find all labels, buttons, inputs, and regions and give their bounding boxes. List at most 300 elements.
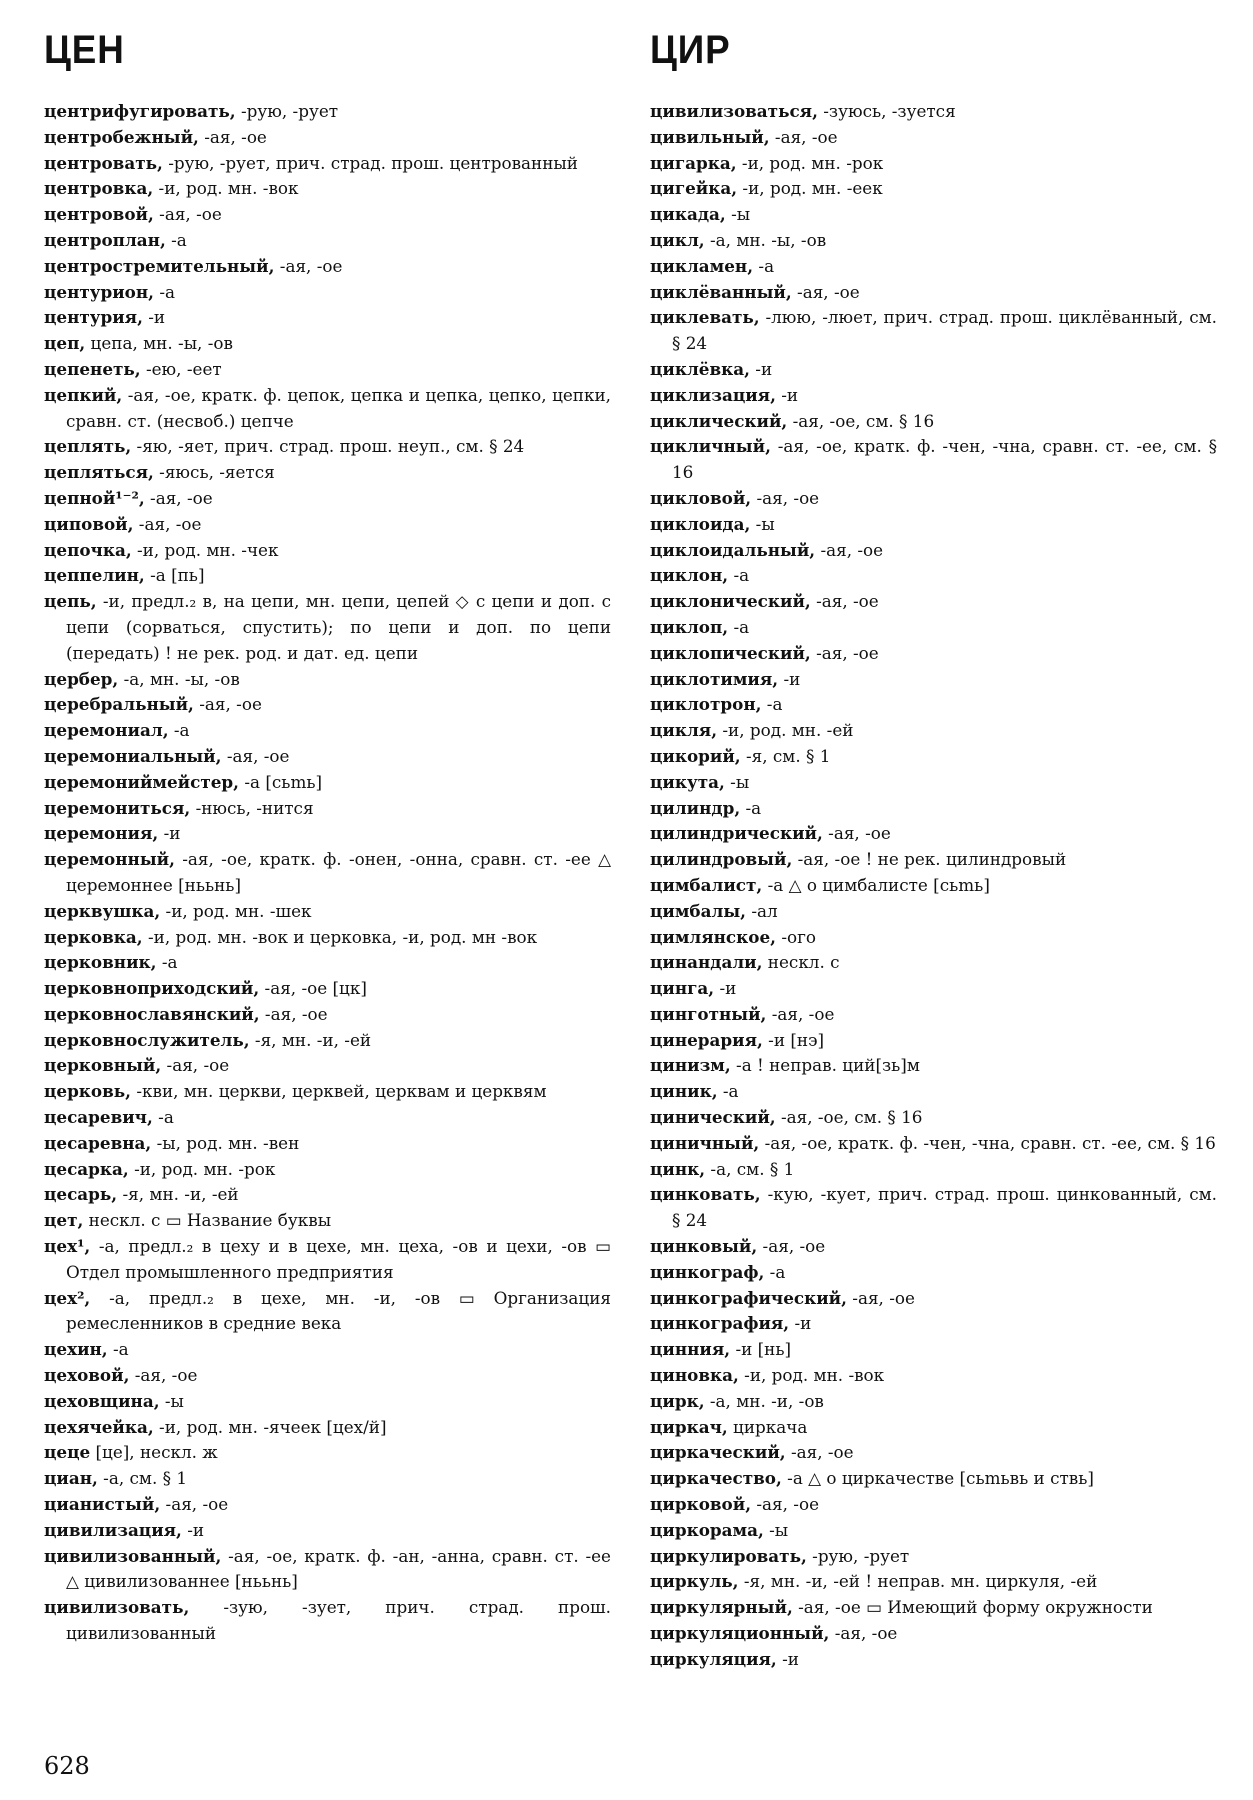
dictionary-entry [650,280,1217,306]
entry-definition: -я, мн. -и, -ей [117,1184,239,1205]
entry-definition: -и, предл.₂ в, на цепи, мн. цепи, цепей ◇ с цепи и доп. с цепи (сорваться, спустить); по цепи и доп. по цепи (передать) ! не рек. род. и дат. ед. цепи [66,591,611,663]
entry-definition: цепа, мн. -ы, -ов [85,333,233,354]
dictionary-entry [650,1466,1217,1492]
entry-definition: -ы [725,204,751,225]
dictionary-entry [44,821,611,847]
entry-definition: -ая, -ое, кратк. ф. -чен, -чна, сравн. ст. -ее, см. § 16 [672,436,1217,483]
dictionary-entry [650,99,1217,125]
entry-headword: церемониймейстер, [44,771,240,792]
entry-definition: -ая, -ое [766,1003,835,1024]
dictionary-entry [44,847,611,899]
entry-headword: церемония, [44,823,159,844]
dictionary-entry [650,1647,1217,1673]
dictionary-entry [44,486,611,512]
entry-definition: -ая, -ое, кратк. ф. -онен, -онна, сравн. ст. -ее △ церемоннее [нььнь] [66,849,611,895]
entry-definition: -ая, -ое [193,694,262,715]
entry-headword: цимбалы, [650,900,746,921]
entry-headword: цех¹, [44,1236,91,1257]
entry-headword: цилиндрический, [650,823,823,844]
entry-headword: цеплять, [44,436,132,457]
entry-definition: -а △ о цимбалисте [cьmь] [762,874,990,895]
entry-headword: церебральный, [44,694,194,715]
entry-definition: [це], нескл. ж [90,1442,218,1463]
entry-headword: циркачество, [650,1468,782,1489]
entry-definition: -рую, -рует [235,101,339,121]
entry-headword: цивилизоваться, [650,101,818,121]
entry-definition: -я, мн. -и, -ей [249,1029,372,1050]
entry-definition: -и, род. мн. -ей [717,720,854,741]
page-number: 628 [44,1752,90,1780]
entry-headword: цех², [44,1287,91,1308]
entry-headword: центроплан, [44,229,166,250]
entry-definition: -ы [763,1519,789,1540]
dictionary-entry [44,254,611,280]
entry-definition: -и [нь] [730,1339,792,1360]
dictionary-entry [650,1337,1217,1363]
entry-definition: -ая, -ое ! не рек. цилиндровый [792,849,1067,870]
dictionary-entry [650,1234,1217,1260]
entry-headword: цехин, [44,1339,108,1360]
dictionary-entry [650,434,1217,486]
entry-definition: -ая, -ое [221,745,290,766]
entry-headword: цинкографический, [650,1287,847,1308]
entry-definition: -ая, -ое [751,487,820,508]
entry-definition: -ая, -ое [259,1003,328,1024]
dictionary-entry [44,1182,611,1208]
entry-headword: цирк, [650,1390,705,1411]
dictionary-entry [650,409,1217,435]
dictionary-entry [44,176,611,202]
dictionary-entry [44,718,611,744]
entry-headword: цеп, [44,333,86,354]
entry-headword: циркач, [650,1416,728,1437]
entry-headword: центровка, [44,178,154,199]
dictionary-entry [650,615,1217,641]
dictionary-entry [650,383,1217,409]
dictionary-entry [44,925,611,951]
entry-headword: циник, [650,1081,718,1102]
entry-definition: -а [740,797,762,818]
dictionary-entry [650,1079,1217,1105]
entry-headword: цивилизованный, [44,1545,222,1566]
entry-definition: -нюсь, -нится [190,797,314,818]
entry-headword: цинния, [650,1339,731,1360]
entry-definition: -и [778,668,801,689]
entry-headword: циклический, [650,410,788,431]
entry-headword: церемониальный, [44,745,222,766]
entry-definition: нескл. с [762,952,840,973]
dictionary-entry [650,744,1217,770]
entry-definition: -ая, -ое, кратк. ф. -ан, -анна, сравн. ст. -ее △ цивилизованнее [нььнь] [66,1545,611,1592]
dictionary-entry [44,357,611,383]
entry-definition: -и, род. мн. -рок [736,152,884,173]
entry-definition: -а, мн. -и, -ов [704,1390,824,1411]
entry-definition: -яю, -яет, прич. страд. прош. неуп., см. § 24 [131,436,525,457]
dictionary-entry [44,1131,611,1157]
dictionary-entry [44,589,611,666]
entry-headword: циклон, [650,565,729,586]
entry-headword: цинерария, [650,1029,763,1050]
entry-definition: -и [749,358,773,379]
entry-headword: цивилизовать, [44,1597,190,1618]
dictionary-entry [44,692,611,718]
entry-definition: -ая, -ое [цк] [259,978,367,999]
entry-headword: цербер, [44,668,119,689]
entry-headword: цинкография, [650,1313,790,1334]
entry-definition: -ая, -ое, см. § 16 [775,1107,923,1128]
entry-definition: -а [761,694,783,715]
entry-headword: цеховщина, [44,1390,160,1411]
dictionary-entry [44,99,611,125]
dictionary-entry [44,950,611,976]
entry-definition: -ая, -ое, кратк. ф. -чен, -чна, сравн. ст. -ее, см. § 16 [759,1132,1216,1153]
dictionary-entry [650,1595,1217,1621]
entry-definition: -зую, -зует, прич. страд. прош. цивилизованный [66,1597,611,1644]
dictionary-entry [44,228,611,254]
entry-headword: циркулярный, [650,1597,793,1618]
dictionary-entry [650,1157,1217,1183]
entry-headword: цеховой, [44,1365,130,1386]
entry-headword: цикламен, [650,255,754,276]
entry-headword: цет, [44,1210,84,1231]
dictionary-entry [650,1260,1217,1286]
entry-headword: цикловой, [650,487,752,508]
entry-definition: -и [181,1519,205,1540]
entry-definition: -ая, -ое [757,1236,826,1257]
dictionary-entry [44,1492,611,1518]
dictionary-entry [44,383,611,435]
dictionary-entry [650,770,1217,796]
entry-headword: циклоида, [650,513,751,534]
dictionary-entry [650,1621,1217,1647]
dictionary-entry [44,563,611,589]
dictionary-entry [44,1286,611,1338]
entry-headword: цивильный, [650,126,770,147]
entry-definition: -и, род. мн. -чек [131,539,279,560]
entry-definition: -кви, мн. церкви, церквей, церквам и церквям [131,1081,547,1102]
dictionary-entry [650,873,1217,899]
entry-headword: цинандали, [650,952,763,973]
entry-definition: -ая, -ое [751,1494,820,1515]
dictionary-entry [44,1466,611,1492]
entry-headword: цеппелин, [44,565,145,586]
dictionary-entry [650,305,1217,357]
dictionary-entry [650,667,1217,693]
entry-definition: -а [764,1261,786,1282]
entry-headword: цинга, [650,978,715,999]
dictionary-entry [650,1002,1217,1028]
dictionary-entry [650,1544,1217,1570]
dictionary-entry [650,821,1217,847]
entry-definition: -зуюсь, -зуется [817,101,956,121]
dictionary-entry [44,1053,611,1079]
entry-headword: церковка, [44,926,143,947]
entry-headword: циан, [44,1468,98,1489]
entry-headword: цесаревич, [44,1107,153,1128]
dictionary-entry [44,1389,611,1415]
entry-definition: -и [714,978,737,999]
entry-headword: церемонный, [44,849,175,870]
entry-definition: -ая, -ое [810,591,879,612]
dictionary-entry [44,1208,611,1234]
entry-definition: -ая, -ое [160,1494,229,1515]
entry-headword: цикада, [650,204,726,225]
entry-definition: -ы [724,771,750,792]
dictionary-entry [44,1595,611,1647]
entry-definition: -ого [775,926,816,947]
entry-headword: цинковать, [650,1184,761,1205]
dictionary-entry [44,796,611,822]
entry-headword: цикличный, [650,436,771,457]
entry-definition: -и, род. мн. -вок [738,1365,885,1386]
entry-headword: центровать, [44,152,163,173]
entry-headword: циповой, [44,513,134,534]
dictionary-entry [650,1105,1217,1131]
entry-headword: цинк, [650,1158,706,1179]
entry-headword: цепкий, [44,384,123,405]
entry-definition: -а [728,616,750,637]
entry-definition: -ая, -ое [274,255,343,276]
entry-headword: церемониал, [44,720,169,741]
dictionary-entry [650,254,1217,280]
dictionary-entry [44,1363,611,1389]
entry-definition: -ая, -ое, см. § 16 [787,410,935,431]
entry-definition: -а [156,952,178,973]
entry-definition: -ая, -ое [133,513,202,534]
entry-definition: -а [165,229,187,250]
entry-headword: циклотрон, [650,694,762,715]
dictionary-entry [650,1518,1217,1544]
entry-headword: цирковой, [650,1494,752,1515]
entry-headword: цепной¹⁻², [44,487,145,508]
dictionary-entry [650,1492,1217,1518]
entry-definition: -кую, -кует, прич. страд. прош. цинкованный, см. § 24 [672,1184,1217,1231]
entry-headword: цесаревна, [44,1132,152,1153]
entry-headword: циркуляционный, [650,1623,830,1644]
entry-headword: цинковый, [650,1236,758,1257]
entry-headword: церковник, [44,952,157,973]
dictionary-entry [650,357,1217,383]
entry-definition: -и, род. мн. -рок [128,1158,276,1179]
entry-definition: -и [789,1313,812,1334]
dictionary-entry [650,538,1217,564]
entry-headword: циркуль, [650,1571,739,1592]
entry-definition: -а ! неправ. ций[зь]м [730,1055,920,1076]
dictionary-entry [44,460,611,486]
left-column [44,99,611,1647]
dictionary-entry [650,1311,1217,1337]
entry-headword: цивилизация, [44,1519,182,1540]
dictionary-entry [44,1028,611,1054]
entry-definition: -и [776,1648,799,1669]
entry-headword: цикорий, [650,745,741,766]
entry-definition: -ая, -ое [791,281,860,302]
entry-headword: цилиндровый, [650,849,793,870]
entry-headword: циничный, [650,1132,760,1153]
entry-headword: цепь, [44,591,97,612]
entry-headword: циклёванный, [650,281,792,302]
dictionary-entry [650,641,1217,667]
entry-headword: церемониться, [44,797,191,818]
entry-headword: циклонический, [650,591,811,612]
entry-definition: -рую, -рует, прич. страд. прош. центрованный [162,152,578,173]
dictionary-entry [650,151,1217,177]
entry-definition: -а [152,1107,174,1128]
entry-definition: -ая, -ое, кратк. ф. цепок, цепка и цепка, цепко, цепки, сравн. ст. (несвоб.) цепче [66,384,611,431]
entry-definition: -а, мн. -ы, -ов [118,668,240,689]
entry-definition: -ая, -ое [161,1055,230,1076]
dictionary-entry [650,1569,1217,1595]
entry-definition: -ы, род. мн. -вен [151,1132,300,1153]
dictionary-entry [650,1131,1217,1157]
entry-definition: -ал [745,900,778,921]
dictionary-entry [44,280,611,306]
entry-headword: цинготный, [650,1003,767,1024]
dictionary-entry [650,202,1217,228]
entry-definition: -и, род. мн. -вок и церковка, -и, род. мн -вок [142,926,538,947]
entry-headword: церковный, [44,1055,162,1076]
entry-headword: цигейка, [650,178,738,199]
dictionary-entry [650,976,1217,1002]
dictionary-entry [650,176,1217,202]
entry-headword: циклизация, [650,384,776,405]
dictionary-entry [650,589,1217,615]
dictionary-entry [650,950,1217,976]
entry-headword: цигарка, [650,152,737,173]
entry-headword: цикля, [650,720,718,741]
dictionary-entry [44,202,611,228]
dictionary-entry [44,434,611,460]
dictionary-entry [44,899,611,925]
dictionary-entry [44,1079,611,1105]
dictionary-entry [44,512,611,538]
entry-definition: -а [717,1081,739,1102]
entry-headword: цепочка, [44,539,132,560]
dictionary-entry [650,228,1217,254]
entry-headword: цепляться, [44,462,154,483]
entry-headword: центрифугировать, [44,101,236,121]
entry-definition: -а △ о циркачестве [cьmьвь и ствь] [781,1468,1094,1489]
entry-definition: -и [142,307,166,328]
entry-definition: -ая, -ое [144,487,213,508]
entry-definition: -яюсь, -яется [153,462,275,483]
dictionary-entry [650,899,1217,925]
entry-definition: -а [154,281,176,302]
dictionary-entry [650,1440,1217,1466]
entry-headword: центурия, [44,307,143,328]
entry-headword: цинкограф, [650,1261,765,1282]
entry-headword: цианистый, [44,1494,161,1515]
entry-definition: -и, род. мн. -ячеек [цех/й] [153,1416,387,1437]
entry-definition: -люю, -люет, прич. страд. прош. циклёванный, см. § 24 [672,307,1217,354]
entry-definition: -и, род. мн. -шек [160,900,312,921]
entry-headword: цинизм, [650,1055,731,1076]
entry-headword: церковноприходский, [44,978,260,999]
dictionary-entry [650,512,1217,538]
right-column [650,99,1217,1673]
entry-definition: нескл. с ▭ Название буквы [83,1210,332,1231]
entry-headword: циркаческий, [650,1442,786,1463]
entry-definition: -ы [159,1390,184,1411]
entry-definition: -и, род. мн. -вок [153,178,299,199]
dictionary-entry [650,718,1217,744]
entry-headword: центурион, [44,281,154,302]
dictionary-entry [650,1286,1217,1312]
entry-headword: цикл, [650,229,705,250]
entry-definition: -ая, -ое [785,1442,854,1463]
entry-headword: цесарь, [44,1184,118,1205]
entry-definition: -ая, -ое [815,539,884,560]
entry-definition: -ая, -ое [198,126,267,147]
entry-headword: циклоидальный, [650,539,816,560]
dictionary-entry [44,1157,611,1183]
entry-headword: церквушка, [44,900,161,921]
entry-definition: -ая, -ое [829,1623,898,1644]
entry-headword: церковнославянский, [44,1003,260,1024]
dictionary-entry [44,667,611,693]
entry-headword: цесарка, [44,1158,129,1179]
entry-headword: циркорама, [650,1519,764,1540]
dictionary-entry [650,692,1217,718]
entry-headword: церковнослужитель, [44,1029,250,1050]
entry-definition: -а, мн. -ы, -ов [704,229,827,250]
dictionary-entry [44,1415,611,1441]
dictionary-entry [650,486,1217,512]
entry-definition: -а [728,565,750,586]
entry-headword: циклоп, [650,616,729,637]
dictionary-entry [650,563,1217,589]
entry-headword: центровой, [44,204,154,225]
entry-definition: -ая, -ое [822,823,891,844]
entry-definition: циркача [727,1416,808,1437]
entry-definition: -и [775,384,799,405]
entry-headword: цикута, [650,771,725,792]
entry-headword: циклотимия, [650,668,779,689]
entry-headword: центробежный, [44,126,199,147]
entry-definition: -ая, -ое [129,1365,198,1386]
entry-definition: -ая, -ое [769,126,838,147]
entry-headword: циклёвка, [650,358,750,379]
dictionary-entry [44,1440,611,1466]
dictionary-entry [650,125,1217,151]
dictionary-entry [650,796,1217,822]
entry-headword: церковь, [44,1081,132,1102]
entry-definition: -ая, -ое [810,642,879,663]
entry-definition: -а [cьmь] [239,771,323,792]
dictionary-entry [44,770,611,796]
entry-definition: -и [нэ] [762,1029,825,1050]
entry-definition: -я, см. § 1 [740,745,831,766]
dictionary-entry [650,1053,1217,1079]
entry-definition: -ы [750,513,775,534]
entry-headword: цинический, [650,1107,776,1128]
page-header-left: ЦЕН [44,28,125,72]
entry-definition: -а, см. § 1 [97,1468,188,1489]
entry-headword: цепенеть, [44,358,141,379]
entry-headword: цехячейка, [44,1416,154,1437]
dictionary-entry [44,744,611,770]
entry-definition: -а [107,1339,129,1360]
entry-headword: циновка, [650,1365,739,1386]
entry-definition: -ая, -ое [846,1287,915,1308]
entry-definition: -рую, -рует [806,1545,910,1566]
entry-definition: -я, мн. -и, -ей ! неправ. мн. циркуля, -ей [738,1571,1098,1592]
entry-definition: -ая, -ое [153,204,222,225]
entry-headword: цеце [44,1442,91,1463]
page-header-right: ЦИР [650,28,731,72]
dictionary-entry [44,125,611,151]
entry-headword: циклевать, [650,307,760,328]
